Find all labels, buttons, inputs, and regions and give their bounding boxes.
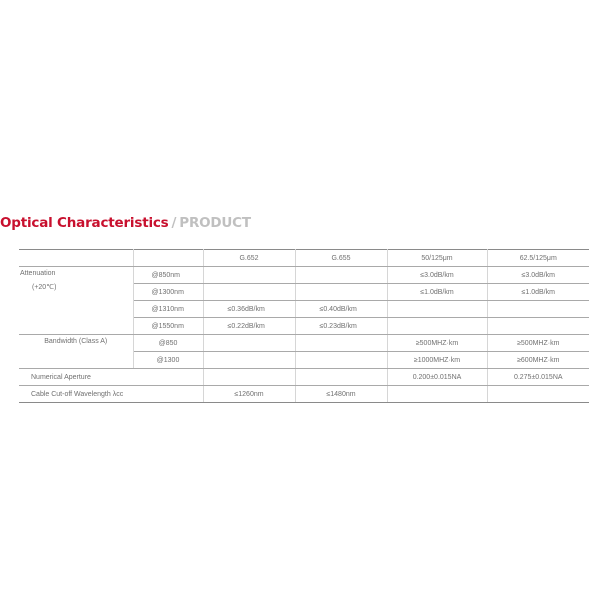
value-g652 <box>203 335 295 352</box>
value-g652 <box>203 284 295 301</box>
section-heading <box>0 214 251 232</box>
value-g652 <box>203 352 295 369</box>
attenuation-sublabel: (+20℃) <box>32 284 57 291</box>
condition-cell: @850 <box>133 335 203 352</box>
table-row <box>19 369 589 386</box>
column-header-mm50: 50/125μm <box>387 250 487 267</box>
cutoff-wavelength-label: Cable Cut-off Wavelength λcc <box>19 386 203 403</box>
table-header-row <box>19 250 589 267</box>
value-mm625 <box>487 318 589 335</box>
value-g655 <box>295 284 387 301</box>
value-g652: ≤1260nm <box>203 386 295 403</box>
attenuation-label-cell <box>19 267 133 335</box>
value-g655 <box>295 335 387 352</box>
value-mm50 <box>387 301 487 318</box>
attenuation-label: Attenuation <box>20 270 56 277</box>
value-g655: ≤1480nm <box>295 386 387 403</box>
section-subtitle: PRODUCT <box>179 215 251 231</box>
value-g655 <box>295 352 387 369</box>
condition-cell: @1550nm <box>133 318 203 335</box>
bandwidth-label: Bandwidth (Class A) <box>19 335 133 369</box>
header-cell-parameter <box>19 250 133 267</box>
column-header-g655: G.655 <box>295 250 387 267</box>
table-row <box>19 267 589 284</box>
table-row <box>19 386 589 403</box>
value-g655 <box>295 369 387 386</box>
numerical-aperture-label: Numerical Aperture <box>19 369 203 386</box>
section-title: Optical Characteristics <box>0 215 169 231</box>
condition-cell: @1310nm <box>133 301 203 318</box>
optical-characteristics-table <box>19 249 589 403</box>
value-mm625 <box>487 386 589 403</box>
value-mm625: ≤3.0dB/km <box>487 267 589 284</box>
value-mm50: ≤1.0dB/km <box>387 284 487 301</box>
column-header-mm625: 62.5/125μm <box>487 250 589 267</box>
condition-cell: @1300 <box>133 352 203 369</box>
value-mm50: ≤3.0dB/km <box>387 267 487 284</box>
value-mm50: ≥500MHZ·km <box>387 335 487 352</box>
header-cell-condition <box>133 250 203 267</box>
value-g652: ≤0.22dB/km <box>203 318 295 335</box>
value-mm625: ≤1.0dB/km <box>487 284 589 301</box>
value-g652 <box>203 267 295 284</box>
value-g655: ≤0.23dB/km <box>295 318 387 335</box>
value-mm625: ≥500MHZ·km <box>487 335 589 352</box>
heading-separator: / <box>171 215 177 231</box>
value-mm625: ≥600MHZ·km <box>487 352 589 369</box>
value-g655 <box>295 267 387 284</box>
condition-cell: @1300nm <box>133 284 203 301</box>
value-g652 <box>203 369 295 386</box>
column-header-g652: G.652 <box>203 250 295 267</box>
value-mm50: ≥1000MHZ·km <box>387 352 487 369</box>
value-mm50 <box>387 386 487 403</box>
value-mm625: 0.275±0.015NA <box>487 369 589 386</box>
value-g652: ≤0.36dB/km <box>203 301 295 318</box>
value-g655: ≤0.40dB/km <box>295 301 387 318</box>
table-row <box>19 335 589 352</box>
value-mm50 <box>387 318 487 335</box>
value-mm625 <box>487 301 589 318</box>
value-mm50: 0.200±0.015NA <box>387 369 487 386</box>
condition-cell: @850nm <box>133 267 203 284</box>
